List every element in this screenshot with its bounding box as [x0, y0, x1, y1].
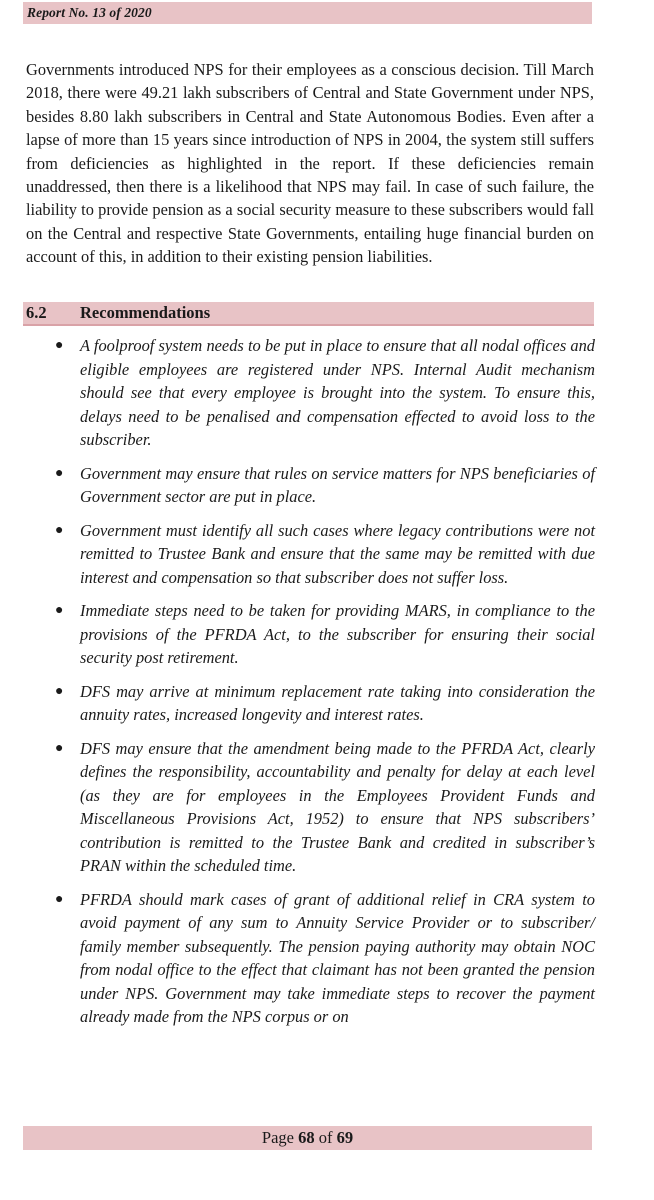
bullet-icon: ●	[55, 338, 64, 353]
report-number: Report No. 13 of 2020	[27, 5, 152, 20]
of-word: of	[318, 1128, 333, 1147]
recommendation-text: Government must identify all such cases where legacy contributions were not remitted to Trustee Bank and ensure that the same may be remitted with due interest and compensation so that subscriber does not suffer loss.	[80, 520, 595, 587]
recommendation-text: DFS may ensure that the amendment being made to the PFRDA Act, clearly defines the responsibility, accountability and penalty for delay at each level (as they are for employees in the Employees Provident Funds and Miscellaneous Provisions Act, 1952) to ensure that NPS subscribers’ contribution is remitted to the Trustee Bank and credited in subscriber’s PRAN within the scheduled time.	[80, 738, 595, 875]
bullet-icon: ●	[55, 522, 64, 538]
recommendation-item	[40, 680, 595, 727]
recommendations-list	[40, 334, 595, 1039]
section-number: 6.2	[26, 303, 47, 322]
intro-paragraph: Governments introduced NPS for their employees as a conscious decision. Till March 2018, there were 49.21 lakh subscribers of Central and State Government under NPS, besides 8.80 lakh subscribers in Central and State Autonomous Bodies. Even after a lapse of more than 15 years since introduction of NPS in 2004, the system still suffers from deficiencies as highlighted in the report. If these deficiencies remain unaddressed, then there is a likelihood that NPS may fail. In case of such failure, the liability to provide pension as a social security measure to these subscribers would fall on the Central and respective State Governments, entailing huge financial burden on account of this, in addition to their existing pension liabilities.	[26, 60, 594, 267]
recommendation-text: PFRDA should mark cases of grant of additional relief in CRA system to avoid payment of any sum to Annuity Service Provider or to subscriber/ family member subsequently. The pension paying authority may obtain NOC from nodal office to the effect that claimant has not been granted the pension under NPS. Government may take immediate steps to recover the payment already made from the NPS corpus or on	[80, 889, 595, 1026]
total-pages-number: 69	[336, 1128, 354, 1147]
bullet-icon: ●	[55, 603, 64, 618]
bullet-icon: ●	[55, 740, 64, 756]
recommendation-text: A foolproof system needs to be put in place to ensure that all nodal offices and eligible employees are registered under NPS. Internal Audit mechanism should see that every employee is brought into the system. To ensure this, delays need to be penalised and compensation effected to avoid loss to the subscriber.	[80, 336, 595, 449]
recommendation-text: Immediate steps need to be taken for providing MARS, in compliance to the provisions of the PFRDA Act, to the subscriber for ensuring their social security post retirement.	[80, 601, 595, 667]
bullet-icon: ●	[55, 891, 64, 907]
recommendation-text: Government may ensure that rules on service matters for NPS beneficiaries of Government sector are put in place.	[80, 463, 595, 506]
recommendation-item	[40, 519, 595, 590]
section-heading	[23, 302, 594, 326]
current-page-number: 68	[298, 1128, 315, 1147]
recommendation-text: DFS may arrive at minimum replacement rate taking into consideration the annuity rates, increased longevity and interest rates.	[80, 681, 595, 724]
recommendation-item	[40, 334, 595, 452]
section-title: Recommendations	[80, 303, 211, 322]
recommendation-item	[40, 737, 595, 878]
page-footer	[23, 1126, 592, 1150]
recommendation-item	[40, 599, 595, 670]
bullet-icon: ●	[55, 683, 64, 699]
page-word: Page	[261, 1128, 294, 1147]
recommendation-item	[40, 462, 595, 509]
recommendation-item	[40, 888, 595, 1029]
report-header-bar	[23, 2, 592, 24]
bullet-icon: ●	[55, 465, 64, 481]
